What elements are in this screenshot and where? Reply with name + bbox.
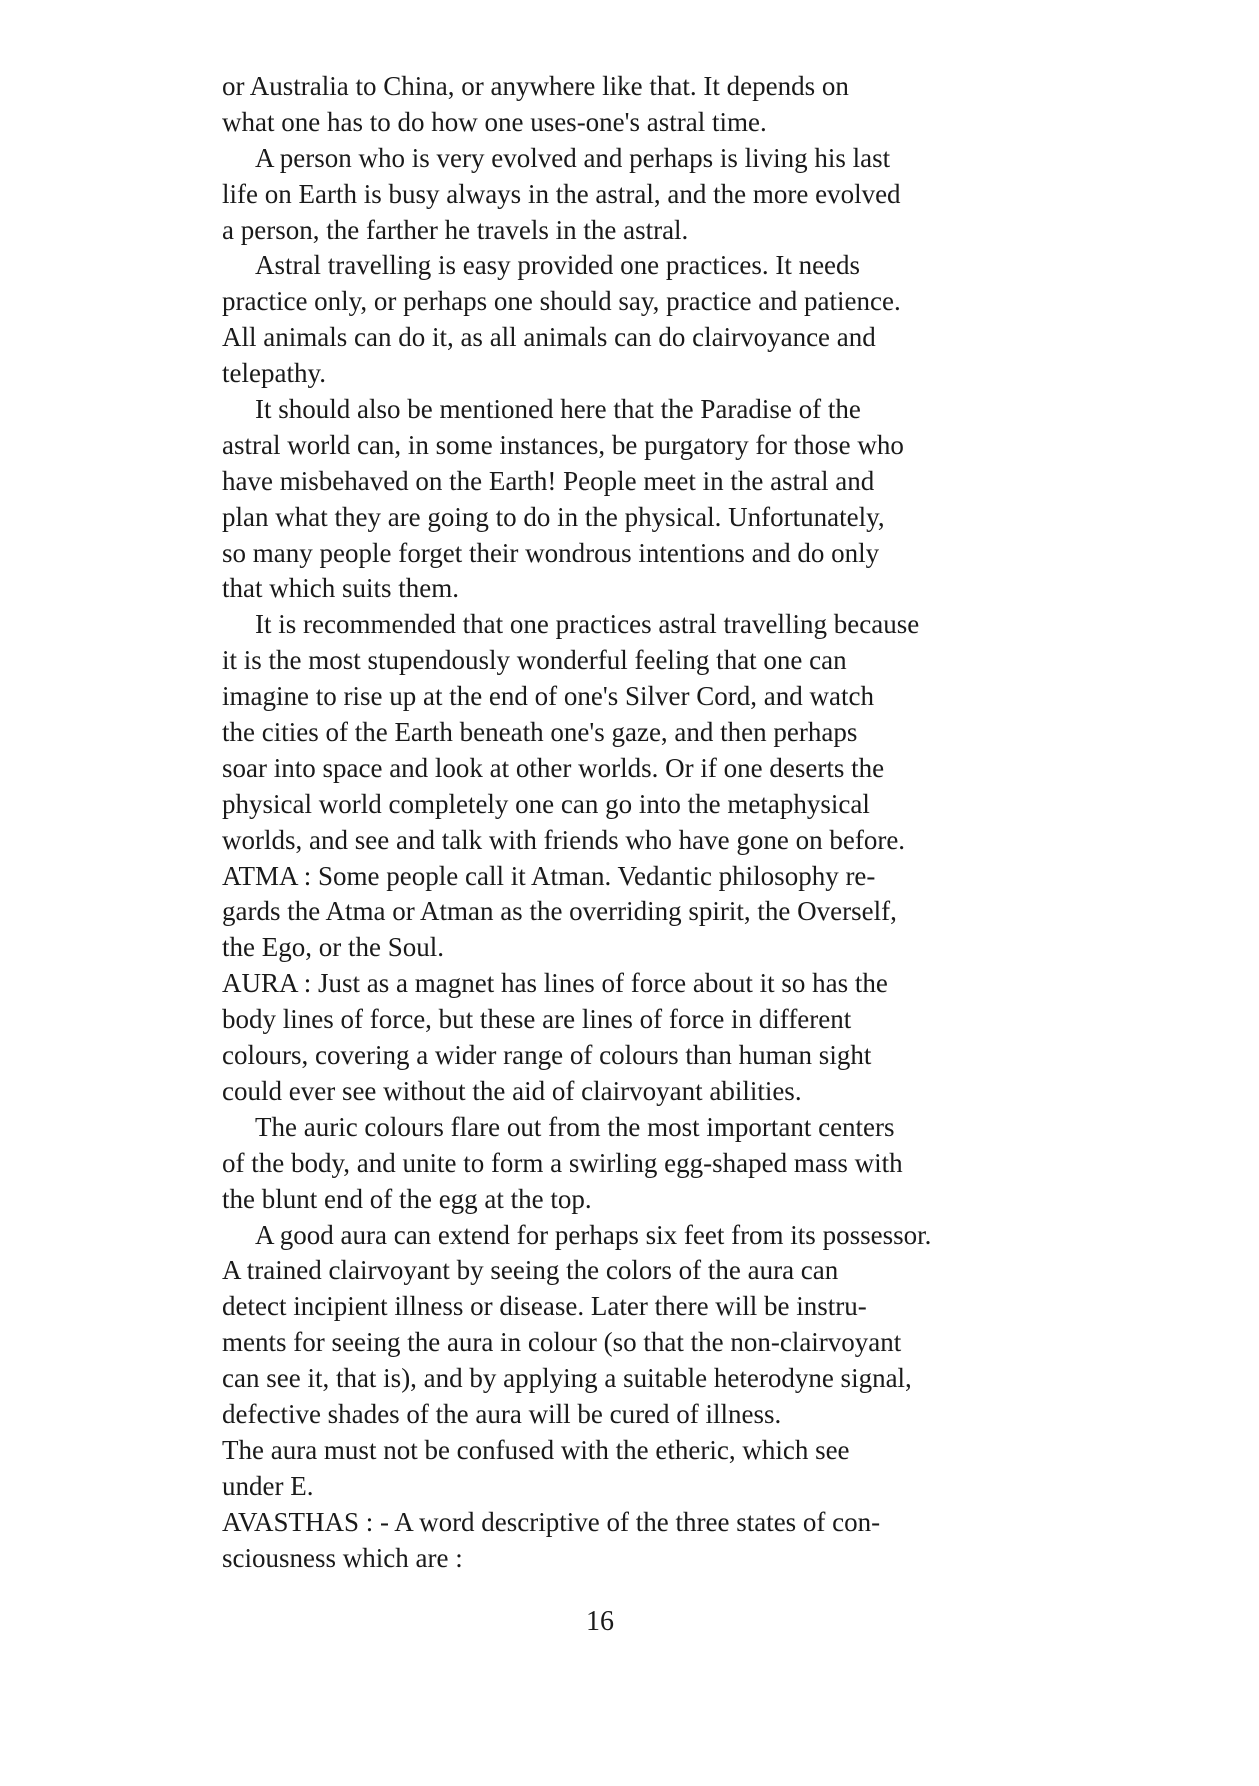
- text-line: A person who is very evolved and perhaps is living his last: [255, 142, 891, 173]
- paragraph: [222, 859, 1232, 967]
- text-line: can see it, that is), and by applying a suitable heterodyne signal,: [222, 1363, 912, 1394]
- text-line: practice only, or perhaps one should say, practice and patience.: [222, 286, 901, 317]
- text-line: telepathy.: [222, 358, 326, 389]
- paragraph: [222, 248, 1232, 392]
- text-line: plan what they are going to do in the physical. Unfortunately,: [222, 501, 885, 532]
- text-line: that which suits them.: [222, 573, 459, 604]
- text-line: defective shades of the aura will be cured of illness.: [222, 1398, 782, 1429]
- paragraph: [222, 966, 1232, 1110]
- text-line: AURA : Just as a magnet has lines of force about it so has the: [222, 968, 888, 999]
- text-line: It is recommended that one practices astral travelling because: [255, 609, 920, 640]
- text-line: physical world completely one can go into the metaphysical: [222, 788, 870, 819]
- text-line: ATMA : Some people call it Atman. Vedantic philosophy re-: [222, 860, 876, 891]
- text-line: the cities of the Earth beneath one's gaze, and then perhaps: [222, 717, 858, 748]
- paragraph: [222, 392, 1232, 607]
- text-line: the Ego, or the Soul.: [222, 932, 444, 963]
- text-line: of the body, and unite to form a swirling egg-shaped mass with: [222, 1147, 903, 1178]
- text-line: astral world can, in some instances, be purgatory for those who: [222, 429, 904, 460]
- text-line: could ever see without the aid of clairvoyant abilities.: [222, 1075, 802, 1106]
- paragraph: [222, 607, 1232, 858]
- text-line: or Australia to China, or anywhere like that. It depends on: [222, 71, 849, 101]
- text-line: have misbehaved on the Earth! People meet in the astral and: [222, 465, 875, 496]
- text-line: what one has to do how one uses-one's astral time.: [222, 106, 767, 137]
- text-line: worlds, and see and talk with friends who have gone on before.: [222, 824, 906, 855]
- text-line: imagine to rise up at the end of one's Silver Cord, and watch: [222, 681, 874, 712]
- text-line: A trained clairvoyant by seeing the colors of the aura can: [222, 1255, 839, 1286]
- text-line: body lines of force, but these are lines of force in different: [222, 1004, 852, 1035]
- text-line: Astral travelling is easy provided one practices. It needs: [255, 250, 861, 281]
- text-line: soar into space and look at other worlds. Or if one deserts the: [222, 752, 885, 783]
- text-line: AVASTHAS : - A word descriptive of the three states of con-: [222, 1506, 881, 1537]
- paragraph: [222, 1505, 1232, 1577]
- text-line: ments for seeing the aura in colour (so that the non-clairvoyant: [222, 1327, 902, 1358]
- text-line: All animals can do it, as all animals can do clairvoyance and: [222, 322, 876, 353]
- paragraph: [222, 1433, 1232, 1505]
- text-line: so many people forget their wondrous intentions and do only: [222, 537, 880, 568]
- text-line: gards the Atma or Atman as the overriding spirit, the Overself,: [222, 896, 897, 927]
- text-line: the blunt end of the egg at the top.: [222, 1183, 592, 1214]
- page-text-block: [222, 69, 1232, 1576]
- paragraph: [222, 1110, 1232, 1218]
- text-line: it is the most stupendously wonderful feeling that one can: [222, 645, 847, 676]
- page-number: 16: [586, 1606, 614, 1637]
- text-line: sciousness which are :: [222, 1542, 463, 1573]
- paragraph: [222, 69, 1232, 141]
- text-line: a person, the farther he travels in the astral.: [222, 214, 689, 245]
- paragraph: [222, 1218, 1232, 1433]
- text-line: It should also be mentioned here that the Paradise of the: [255, 394, 861, 425]
- text-line: colours, covering a wider range of colours than human sight: [222, 1040, 872, 1071]
- text-line: The aura must not be confused with the etheric, which see: [222, 1434, 850, 1465]
- text-line: A good aura can extend for perhaps six feet from its possessor.: [255, 1219, 932, 1250]
- text-line: The auric colours flare out from the most important centers: [255, 1111, 895, 1142]
- text-line: under E.: [222, 1470, 314, 1501]
- paragraph: [222, 141, 1232, 249]
- text-line: detect incipient illness or disease. Later there will be instru-: [222, 1291, 867, 1322]
- text-line: life on Earth is busy always in the astral, and the more evolved: [222, 178, 901, 209]
